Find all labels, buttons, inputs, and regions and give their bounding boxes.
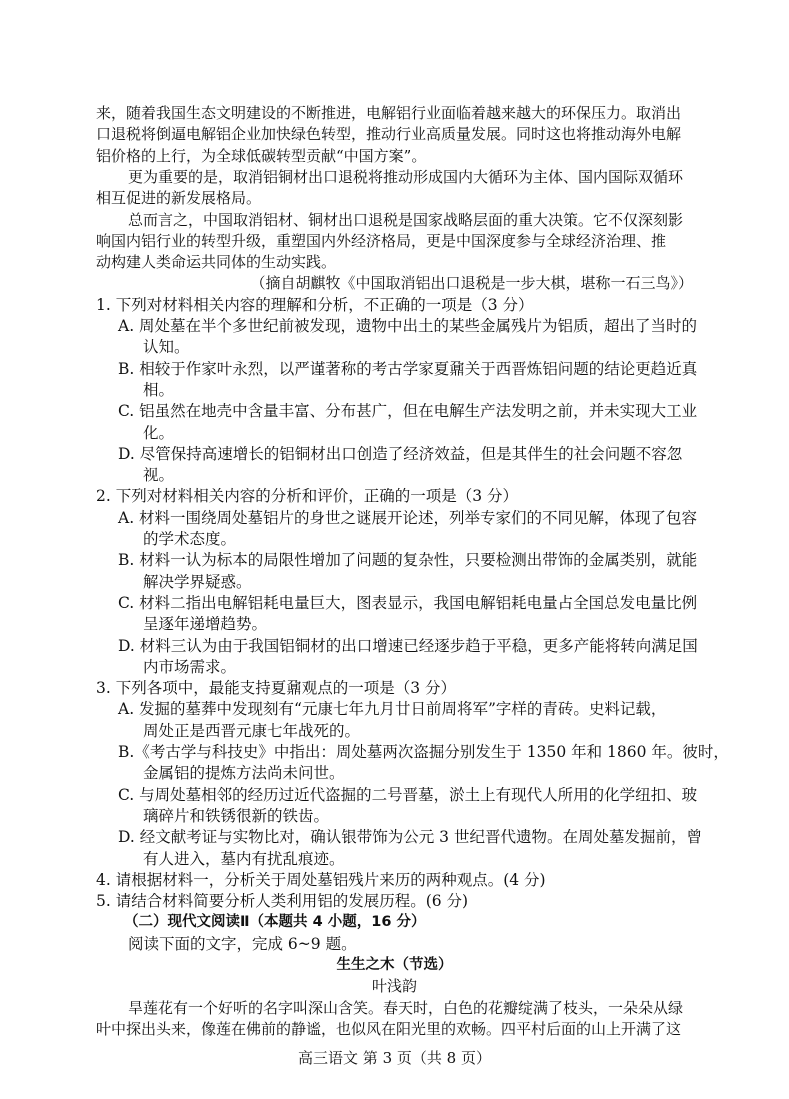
- passage-line: 相互促进的新发展格局。: [96, 189, 262, 208]
- q3-option-d-cont: 有人进入，墓内有扰乱痕迹。: [143, 849, 345, 868]
- q1-option-d-cont: 视。: [143, 466, 175, 485]
- q2-option-a-cont: 的学术态度。: [143, 530, 237, 548]
- passage-line: 总而言之，中国取消铝材、铜材出口退税是国家战略层面的重大决策。它不仅深刻影: [128, 210, 684, 229]
- question-5: 5. 请结合材料简要分析人类利用铝的发展历程。(6 分): [96, 892, 469, 911]
- q2-option-b-cont: 解决学界疑惑。: [143, 572, 252, 591]
- q3-option-d: D. 经文献考证与实物比对，确认银带饰为公元 3 世纪晋代遗物。在周处墓发掘前，曾: [118, 828, 702, 847]
- q1-option-b: B. 相较于作家叶永烈，以严谨著称的考古学家夏鼐关于西晋炼铝问题的结论更趋近真: [118, 359, 698, 378]
- story-line: 叶中探出头来，像莲在佛前的静谧，也似风在阳光里的欢畅。四平村后面的山上开满了这: [96, 1019, 682, 1038]
- q3-option-b: B.《考古学与科技史》中指出：周处墓两次盗掘分别发生于 1350 年和 1860 年。彼时，: [118, 743, 729, 761]
- question-2-stem: 2. 下列对材料相关内容的分析和评价，正确的一项是（3 分）: [96, 487, 519, 506]
- story-line: 旱莲花有一个好听的名字叫深山含笑。春天时，白色的花瓣绽满了枝头，一朵朵从绿: [128, 998, 684, 1017]
- passage-line: 更为重要的是，取消铝铜材出口退税将推动形成国内大循环为主体、国内国际双循环: [128, 167, 684, 186]
- passage-line: 响国内铝行业的转型升级，重塑国内外经济格局，更是中国深度参与全球经济治理、推: [96, 231, 667, 250]
- question-4: 4. 请根据材料一，分析关于周处墓铝残片来历的两种观点。(4 分): [96, 870, 546, 889]
- question-1-stem: 1. 下列对材料相关内容的理解和分析，不正确的一项是（3 分）: [96, 295, 534, 314]
- passage-line: 动构建人类命运共同体的生动实践。: [96, 253, 337, 272]
- story-title: 生生之木（节选）: [336, 957, 453, 973]
- q1-option-c-cont: 化。: [143, 423, 175, 442]
- q1-option-a: A. 周处墓在半个多世纪前被发现，遗物中出土的某些金属残片为铝质，超出了当时的: [118, 317, 698, 335]
- page-footer: 高三语文 第 3 页（共 8 页）: [298, 1049, 491, 1068]
- q1-option-b-cont: 相。: [143, 380, 175, 399]
- q2-option-d: D. 材料三认为由于我国铝铜材的出口增速已经逐步趋于平稳，更多产能将转向满足国: [118, 636, 698, 655]
- passage-line: 来，随着我国生态文明建设的不断推进，电解铝行业面临着越来越大的环保压力。取消出: [96, 104, 682, 122]
- section-heading: （二）现代文阅读Ⅱ（本题共 4 小题，16 分）: [124, 914, 426, 931]
- q2-option-c: C. 材料二指出电解铝耗电量巨大，图表显示，我国电解铝耗电量占全国总发电量比例: [118, 593, 698, 612]
- q3-option-c-cont: 璃碎片和铁锈很新的铁齿。: [143, 806, 330, 825]
- q2-option-a: A. 材料一围绕周处墓铝片的身世之谜展开论述，列举专家们的不同见解，体现了包容: [118, 508, 698, 527]
- q2-option-c-cont: 呈逐年递增趋势。: [143, 615, 268, 634]
- passage-line: 口退税将倒逼电解铝企业加快绿色转型，推动行业高质量发展。同时这也将推动海外电解: [96, 125, 682, 144]
- q2-option-b: B. 材料一认为标本的局限性增加了问题的复杂性，只要检测出带饰的金属类别，就能: [118, 551, 698, 570]
- story-author: 叶浅韵: [371, 977, 417, 996]
- question-3-stem: 3. 下列各项中，最能支持夏鼐观点的一项是（3 分）: [96, 679, 457, 698]
- q3-option-a: A. 发掘的墓葬中发现刻有“元康七年九月廿日前周将军”字样的青砖。史料记载，: [118, 700, 667, 719]
- passage-line: 铝价格的上行，为全球低碳转型贡献“中国方案”。: [96, 146, 427, 165]
- q3-option-c: C. 与周处墓相邻的经历过近代盗掘的二号晋墓，淤土上有现代人所用的化学纽扣、玻: [118, 785, 698, 804]
- q1-option-d: D. 尽管保持高速增长的铝铜材出口创造了经济效益，但是其伴生的社会问题不容忽: [118, 444, 683, 463]
- q1-option-a-cont: 认知。: [143, 338, 190, 357]
- q2-option-d-cont: 内市场需求。: [143, 657, 237, 676]
- q3-option-b-cont: 金属铝的提炼方法尚未问世。: [143, 764, 345, 783]
- source-citation: （摘自胡麒牧《中国取消铝出口退税是一步大棋，堪称一石三鸟》）: [250, 274, 693, 293]
- q1-option-c: C. 铝虽然在地壳中含量丰富、分布甚广，但在电解生产法发明之前，并未实现大工业: [118, 402, 698, 421]
- instruction: 阅读下面的文字，完成 6~9 题。: [128, 934, 357, 953]
- q3-option-a-cont: 周处正是西晋元康七年战死的。: [143, 721, 361, 740]
